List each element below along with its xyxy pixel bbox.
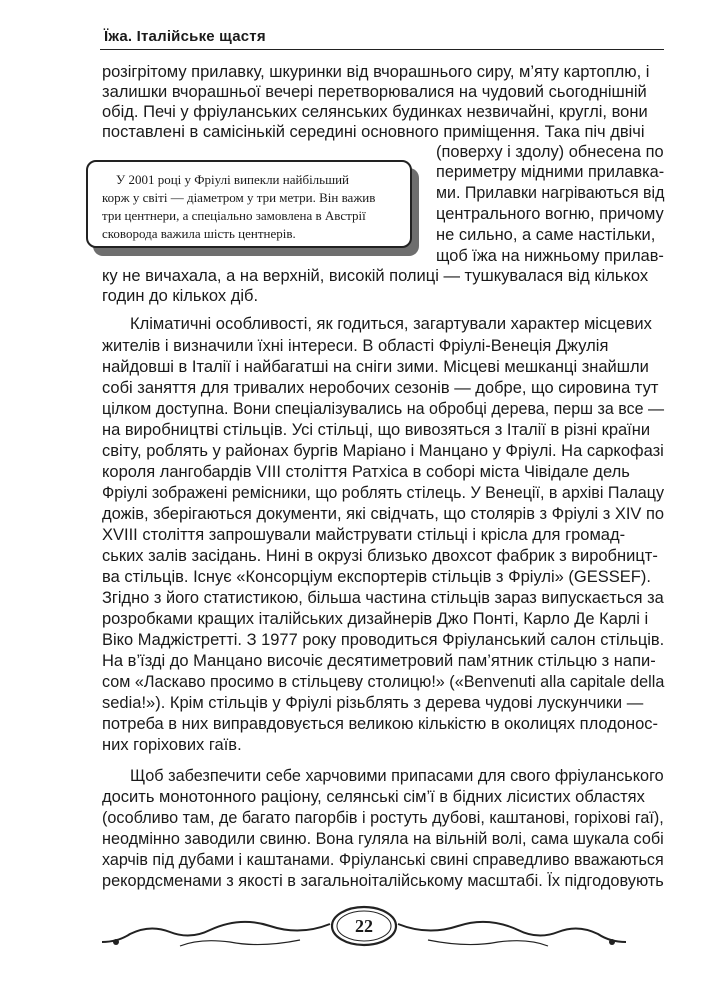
body-line: Щоб забезпечити себе харчовими припасами для свого фріуланського	[130, 767, 664, 785]
body-line: Кліматичні особливості, як годиться, загартували характер місцевих	[130, 315, 652, 333]
body-line: розробками кращих італійських дизайнерів Джо Понті, Карло Де Карлі і	[102, 610, 649, 628]
body-line: сом «Ласкаво просимо в стільцеву столицю!» («Benvenuti alla capitale della	[102, 673, 665, 691]
body-line: Віко Маджістретті. З 1977 року проводиться Фріуланський салон стільців.	[102, 631, 665, 649]
running-header: Їжа. Італійське щастя	[104, 28, 266, 45]
body-line: На в’їзді до Манцано височіє десятиметровий пам’ятник стільцю з напи-	[102, 652, 656, 670]
body-line: поставлені в самісінькій середині основного приміщення. Така піч двічі	[102, 123, 645, 141]
body-line: ку не вичахала, а на верхній, високій полиці — тушкувалася від кількох	[102, 267, 649, 285]
sidebar-box	[86, 160, 412, 248]
body-line: них горіхових гаїв.	[102, 736, 242, 754]
body-line: жителів і визначили їхні інтереси. В області Фріулі-Венеція Джулія	[102, 337, 609, 355]
body-line: Фріулі зображені ремісники, що роблять стілець. У Венеції, в архіві Палацу	[102, 484, 665, 502]
body-line: дожів, зберігаються документи, які свідчать, що столярів з Фріулі з XIV по	[102, 505, 665, 523]
body-line: харчів під дубами і каштанами. Фріуланські свині справедливо вважаються	[102, 851, 664, 869]
body-line: XVIII століття запрошували майструвати стільці і крісла для громад-	[102, 526, 626, 544]
body-line: рекордсменами з якості в загальноіталійському масштабі. Їх підгодовують	[102, 872, 664, 890]
body-line: ських залів засідань. Нині в окрузі близько двохсот фабрик з виробницт-	[102, 547, 658, 565]
body-line: розігрітому прилавку, шкуринки від вчорашнього сиру, м’яту картоплю, і	[102, 63, 650, 81]
body-line: центрального вогню, причому	[436, 205, 664, 223]
body-line: (поверху і здолу) обнесена по	[436, 143, 664, 161]
body-line: обід. Печі у фріуланських селянських будинках незвичайні, круглі, вони	[102, 103, 648, 121]
body-line: досить монотонного раціону, селянські сім’ї в бідних лісистих областях	[102, 788, 645, 806]
body-line: периметру мідними прилавка-	[436, 163, 665, 181]
body-line: ми. Прилавки нагріваються від	[436, 184, 665, 202]
body-line: щоб їжа на нижньому прилав-	[436, 247, 664, 265]
sidebar-line: сковорода важила шість центнерів.	[102, 226, 296, 241]
body-line: на виробництві стільців. Усі стільці, що вивозяться з Італії в різні країни	[102, 421, 651, 439]
body-line: ва стільців. Існує «Консорціум експортерів стільців з Фріулі» (GESSEF).	[102, 568, 651, 586]
body-line: залишки вчорашньої вечері перетворювалися на чудовий сьогоднішній	[102, 83, 647, 101]
body-line: неодмінно заводили свиню. Вона гуляла на вільній волі, сама шукала собі	[102, 830, 664, 848]
body-line: Згідно з його статистикою, більша частина стільців зараз випускається за	[102, 589, 664, 607]
sidebar-line: корж у світі — діаметром у три метри. Він важив	[102, 190, 376, 205]
body-line: короля лангобардів VIII століття Ратхіса в соборі міста Чівідале дель	[102, 463, 630, 481]
body-line: годин до кількох діб.	[102, 287, 259, 305]
body-line: (особливо там, де багато пагорбів і ростуть дубові, каштанові, горіхові гаї),	[102, 809, 664, 827]
sidebar-line: У 2001 році у Фріулі випекли найбільший	[116, 172, 350, 187]
body-line: собі заняття для тривалих неробочих сезонів — добре, що сировина тут	[102, 379, 659, 397]
header-rule	[100, 49, 664, 50]
page-number: 22	[355, 916, 373, 936]
body-line: світу, роблять у районах бургів Маріано і Манцано у Фріулі. На саркофазі	[102, 442, 664, 460]
body-line: потреба в них виправдовується великою кількістю в околицях плодонос-	[102, 715, 659, 733]
sidebar-line: три центнери, а спеціально замовлена в Австрії	[102, 208, 366, 223]
body-line: цілком доступна. Вони спеціалізувались на обробці дерева, перш за все —	[102, 400, 665, 418]
body-line: не сильно, а саме настільки,	[436, 226, 656, 244]
body-line: sedia!»). Крім стільців у Фріулі різьблять з дерева чудові лускунчики —	[102, 694, 644, 712]
body-line: найдовші в Італії і найбагатші на сніги зими. Місцеві мешканці знайшли	[102, 358, 649, 376]
